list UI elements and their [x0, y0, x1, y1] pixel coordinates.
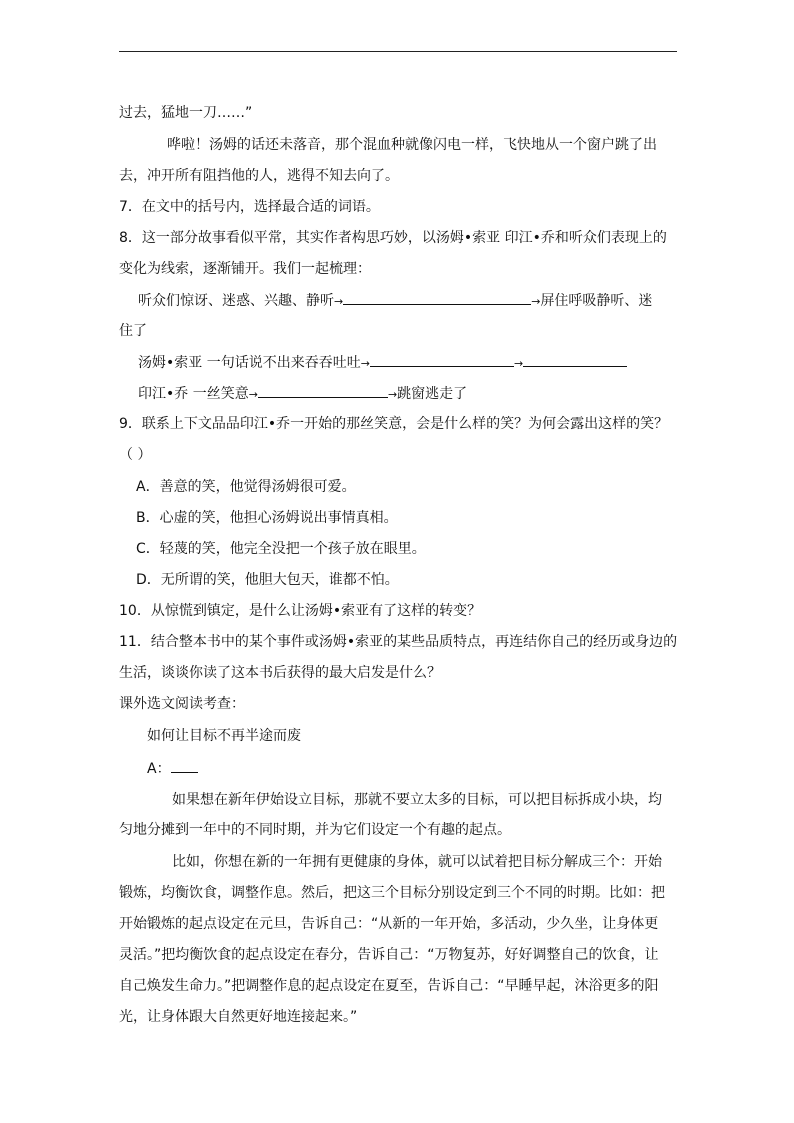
paragraph-1-line-1: 如果想在新年伊始设立目标，那就不要立太多的目标，可以把目标拆成小块，均	[172, 792, 662, 808]
paragraph-2-line-3: 开始锻炼的起点设定在元旦，告诉自己：“从新的一年开始，多活动，少久坐，让身体更	[119, 916, 659, 932]
q8-audience-blank[interactable]	[343, 290, 531, 305]
q8-joe-blank[interactable]	[258, 383, 388, 398]
q9-option-d[interactable]: D．无所谓的笑，他胆大包天，谁都不怕。	[136, 572, 399, 588]
q8-joe-row	[138, 383, 467, 405]
q9-option-c[interactable]: C．轻蔑的笑，他完全没把一个孩子放在眼里。	[136, 541, 426, 557]
paragraph-1-line-2: 匀地分摊到一年中的不同时期，并为它们设定一个有趣的起点。	[119, 822, 511, 838]
header-rule	[119, 51, 677, 52]
q8-joe-end: 跳窗逃走了	[397, 386, 468, 402]
question-9-line-1: 9．联系上下文品品印江•乔一开始的那丝笑意，会是什么样的笑？为何会露出这样的笑？	[119, 416, 669, 432]
q8-tom-blank-1[interactable]	[370, 352, 514, 367]
question-8-line-1: 8．这一部分故事看似平常，其实作者构思巧妙，以汤姆•索亚 印江•乔和听众们表现上的	[119, 230, 667, 246]
paragraph-2-line-6: 光，让身体跟大自然更好地连接起来。”	[119, 1009, 358, 1025]
q9-option-b[interactable]: B．心虚的笑，他担心汤姆说出事情真相。	[136, 510, 398, 526]
label-a-blank[interactable]	[171, 758, 198, 773]
arrow-icon: →	[248, 388, 258, 401]
q8-joe-start: 印江•乔 一丝笑意	[138, 386, 249, 402]
paragraph-2-line-4: 灵活。”把均衡饮食的起点设定在春分，告诉自己：“万物复苏，好好调整自己的饮食，让	[119, 947, 659, 963]
question-11-line-1: 11．结合整本书中的某个事件或汤姆•索亚的某些品质特点，再连结你自己的经历或身边的	[119, 634, 678, 650]
passage-line-3: 去，冲开所有阻挡他的人，逃得不知去向了。	[119, 168, 399, 184]
q8-audience-end: 屏住呼吸静听、迷	[540, 293, 653, 309]
q8-tom-row	[138, 352, 627, 374]
paragraph-2-line-5: 自己焕发生命力。”把调整作息的起点设定在夏至，告诉自己：“早睡早起，沐浴更多的阳	[119, 978, 659, 994]
q8-audience-row	[138, 290, 652, 312]
passage-line-2: 哗啦！汤姆的话还未落音，那个混血种就像闪电一样，飞快地从一个窗户跳了出	[167, 137, 657, 153]
arrow-icon: →	[387, 388, 398, 401]
question-8-line-2: 变化为线索，逐渐铺开。我们一起梳理：	[119, 261, 371, 277]
q9-option-a[interactable]: A．善意的笑，他觉得汤姆很可爱。	[136, 479, 356, 495]
arrow-icon: →	[360, 357, 370, 370]
q8-tom-blank-2[interactable]	[523, 352, 627, 367]
label-a: A：	[147, 761, 171, 777]
q8-audience-start: 听众们惊讶、迷惑、兴趣、静听	[138, 293, 334, 309]
q8-audience-cont: 住了	[119, 323, 147, 339]
q8-tom-start: 汤姆•索亚 一句话说不出来吞吞吐吐	[138, 355, 361, 371]
article-title: 如何让目标不再半途而废	[147, 728, 301, 744]
arrow-icon: →	[334, 295, 344, 308]
label-a-row	[147, 758, 198, 779]
question-11-line-2: 生活，谈谈你读了这本书后获得的最大启发是什么？	[119, 665, 441, 681]
question-9-line-2: （ ）	[119, 447, 152, 463]
section-title: 课外选文阅读考查：	[119, 696, 245, 712]
paragraph-2-line-2: 锻炼，均衡饮食，调整作息。然后，把这三个目标分别设定到三个不同的时期。比如：把	[119, 885, 665, 901]
paragraph-2-line-1: 比如，你想在新的一年拥有更健康的身体，就可以试着把目标分解成三个：开始	[172, 854, 662, 870]
question-10: 10．从惊慌到镇定，是什么让汤姆•索亚有了这样的转变？	[119, 603, 482, 619]
question-7: 7．在文中的括号内，选择最合适的词语。	[119, 199, 380, 215]
arrow-icon: →	[513, 357, 524, 370]
passage-line-1: 过去，猛地一刀……”	[119, 105, 253, 121]
arrow-icon: →	[531, 295, 541, 308]
